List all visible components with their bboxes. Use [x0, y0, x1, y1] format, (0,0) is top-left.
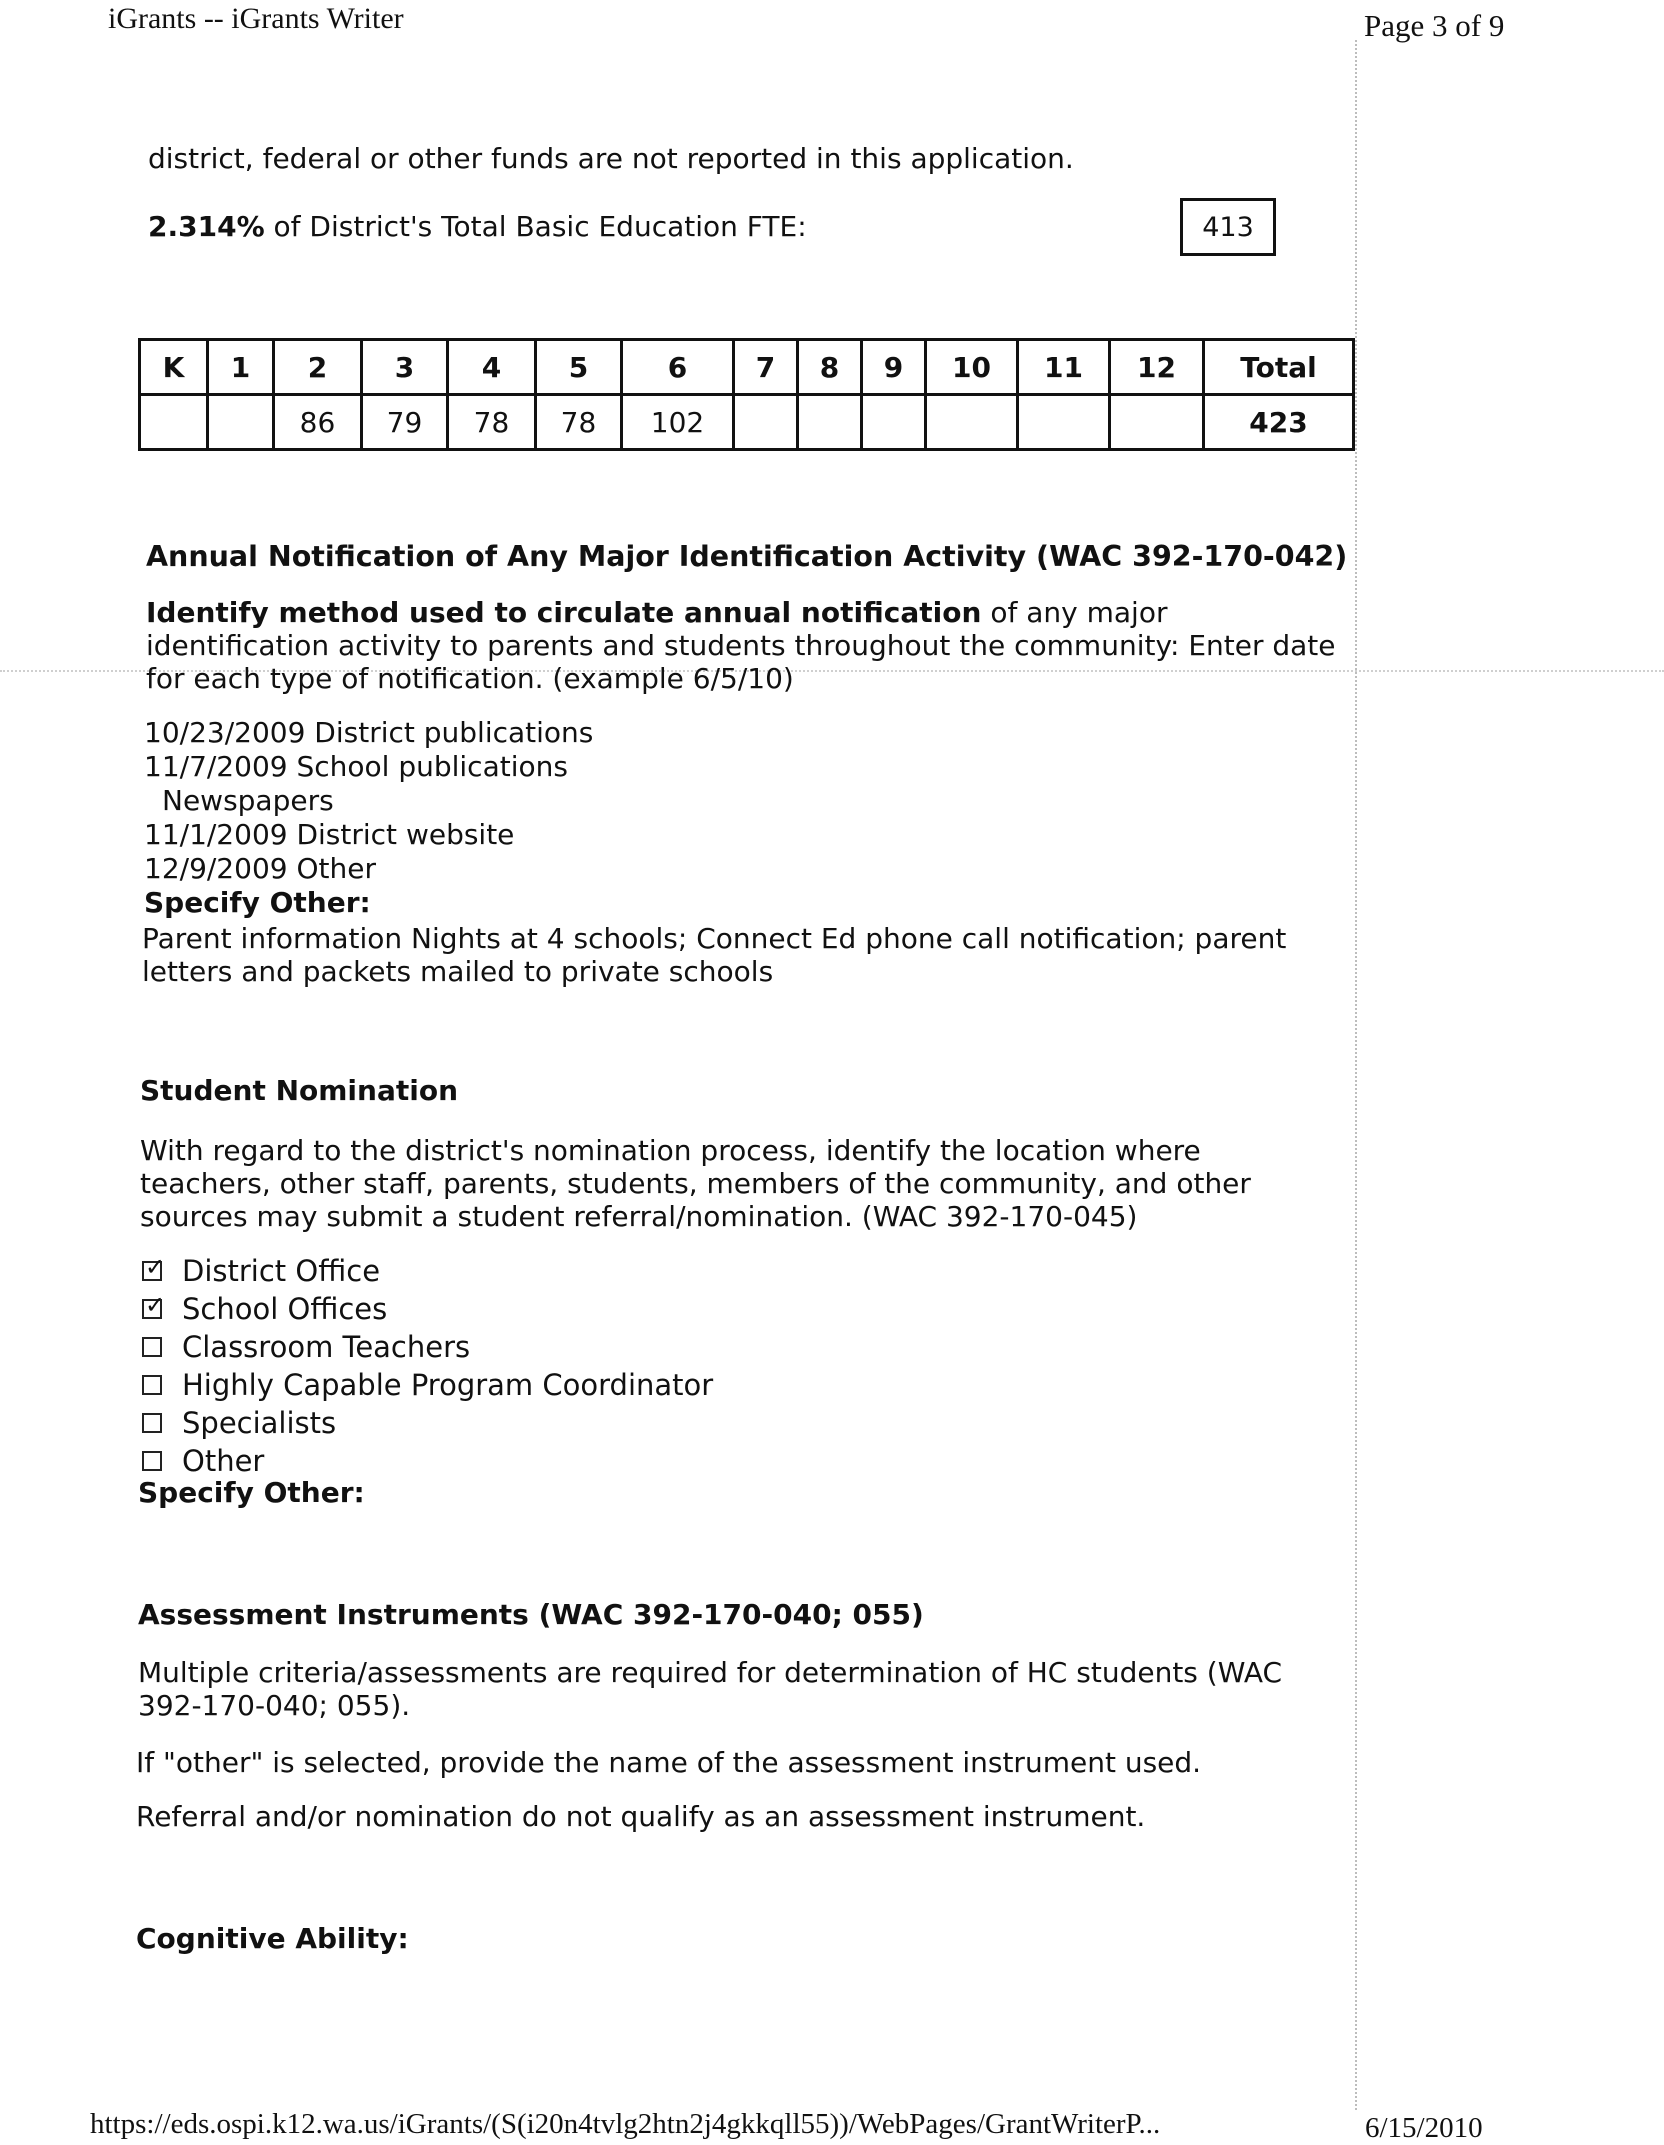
notification-item: 11/7/2009 School publications	[144, 750, 568, 783]
option-school-offices[interactable]	[142, 1290, 713, 1328]
option-other[interactable]	[142, 1442, 713, 1480]
student-nomination-description: With regard to the district's nomination process, identify the location where teachers, other staff, parents, students, members of the community, and other sources may submit a student referral/nomination. (WAC 392-170-045)	[140, 1134, 1251, 1233]
annual-notification-instruction	[146, 596, 1346, 695]
grade-header-cell: 8	[798, 340, 862, 395]
grade-value-cell	[798, 395, 862, 450]
window-title: iGrants -- iGrants Writer	[108, 2, 404, 35]
specify-other-text: Parent information Nights at 4 schools; Connect Ed phone call notification; parent letters and packets mailed to private schools	[142, 922, 1287, 988]
footer-date: 6/15/2010	[1365, 2112, 1483, 2144]
fte-label-row	[148, 210, 807, 243]
option-hc-coordinator[interactable]	[142, 1366, 713, 1404]
annual-notification-heading: Annual Notification of Any Major Identification Activity (WAC 392-170-042)	[146, 540, 1348, 573]
notification-list	[144, 716, 593, 920]
option-label: School Offices	[182, 1292, 388, 1326]
grade-header-cell: 4	[448, 340, 536, 395]
cognitive-ability-heading: Cognitive Ability:	[136, 1922, 409, 1955]
checkbox-checked-icon[interactable]	[142, 1261, 162, 1281]
option-specialists[interactable]	[142, 1404, 713, 1442]
instruction-bold: Identify method used to circulate annual notification	[146, 596, 982, 629]
assessment-heading: Assessment Instruments (WAC 392-170-040; 055)	[138, 1598, 924, 1631]
grade-header-cell: 12	[1110, 340, 1204, 395]
margin-divider	[1355, 40, 1357, 2110]
notification-item: 12/9/2009 Other	[144, 852, 376, 885]
checkbox-icon[interactable]	[142, 1451, 162, 1471]
grade-header-cell: 9	[862, 340, 926, 395]
grade-header-cell: Total	[1204, 340, 1354, 395]
intro-line: district, federal or other funds are not reported in this application.	[148, 142, 1074, 175]
specify-other-label: Specify Other:	[144, 886, 371, 919]
grade-value-cell: 86	[274, 395, 362, 450]
grade-value-cell	[862, 395, 926, 450]
nomination-options	[142, 1252, 713, 1480]
grade-header-cell: 3	[362, 340, 448, 395]
checkbox-checked-icon[interactable]	[142, 1299, 162, 1319]
grade-value-cell	[1110, 395, 1204, 450]
fte-label: of District's Total Basic Education FTE:	[264, 210, 807, 243]
grade-enrollment-table	[138, 338, 1355, 451]
option-label: Classroom Teachers	[182, 1330, 471, 1364]
grade-header-cell: 2	[274, 340, 362, 395]
grade-value-row	[140, 395, 1354, 450]
notification-item: 10/23/2009 District publications	[144, 716, 594, 749]
notification-item: 11/1/2009 District website	[144, 818, 515, 851]
student-nomination-heading: Student Nomination	[140, 1074, 459, 1107]
checkbox-icon[interactable]	[142, 1413, 162, 1433]
grade-value-cell: 78	[448, 395, 536, 450]
grade-value-cell	[926, 395, 1018, 450]
option-label: District Office	[182, 1254, 381, 1288]
option-classroom-teachers[interactable]	[142, 1328, 713, 1366]
page-number: Page 3 of 9	[1364, 8, 1505, 43]
grade-value-cell	[208, 395, 274, 450]
grade-header-cell: 11	[1018, 340, 1110, 395]
footer-url: https://eds.ospi.k12.wa.us/iGrants/(S(i20n4tvlg2htn2j4gkkqll55))/WebPages/GrantWriterP...	[90, 2108, 1161, 2140]
option-label: Other	[182, 1444, 265, 1478]
grade-header-cell: K	[140, 340, 208, 395]
nomination-specify-other-label: Specify Other:	[138, 1476, 365, 1509]
option-label: Specialists	[182, 1406, 337, 1440]
grade-value-cell: 102	[622, 395, 734, 450]
grade-value-cell	[734, 395, 798, 450]
assessment-para-2: If "other" is selected, provide the name of the assessment instrument used.	[136, 1746, 1202, 1779]
checkbox-icon[interactable]	[142, 1337, 162, 1357]
option-district-office[interactable]	[142, 1252, 713, 1290]
grade-header-row	[140, 340, 1354, 395]
grade-header-cell: 6	[622, 340, 734, 395]
option-label: Highly Capable Program Coordinator	[182, 1368, 714, 1402]
grade-total-cell: 423	[1204, 395, 1354, 450]
assessment-para-3: Referral and/or nomination do not qualify as an assessment instrument.	[136, 1800, 1146, 1833]
fte-value-box: 413	[1180, 198, 1276, 256]
notification-item: Newspapers	[162, 784, 334, 817]
grade-header-cell: 5	[536, 340, 622, 395]
fte-percent: 2.314%	[148, 210, 265, 243]
grade-header-cell: 7	[734, 340, 798, 395]
grade-value-cell	[1018, 395, 1110, 450]
grade-header-cell: 10	[926, 340, 1018, 395]
instruction-rest: of any major identification activity to parents and students throughout the community: Enter date for each type of notification. (example 6/5/10)	[146, 596, 1336, 695]
grade-header-cell: 1	[208, 340, 274, 395]
assessment-para-1: Multiple criteria/assessments are required for determination of HC students (WAC 392-170-040; 055).	[138, 1656, 1283, 1722]
grade-value-cell	[140, 395, 208, 450]
grade-value-cell: 78	[536, 395, 622, 450]
grade-value-cell: 79	[362, 395, 448, 450]
checkbox-icon[interactable]	[142, 1375, 162, 1395]
